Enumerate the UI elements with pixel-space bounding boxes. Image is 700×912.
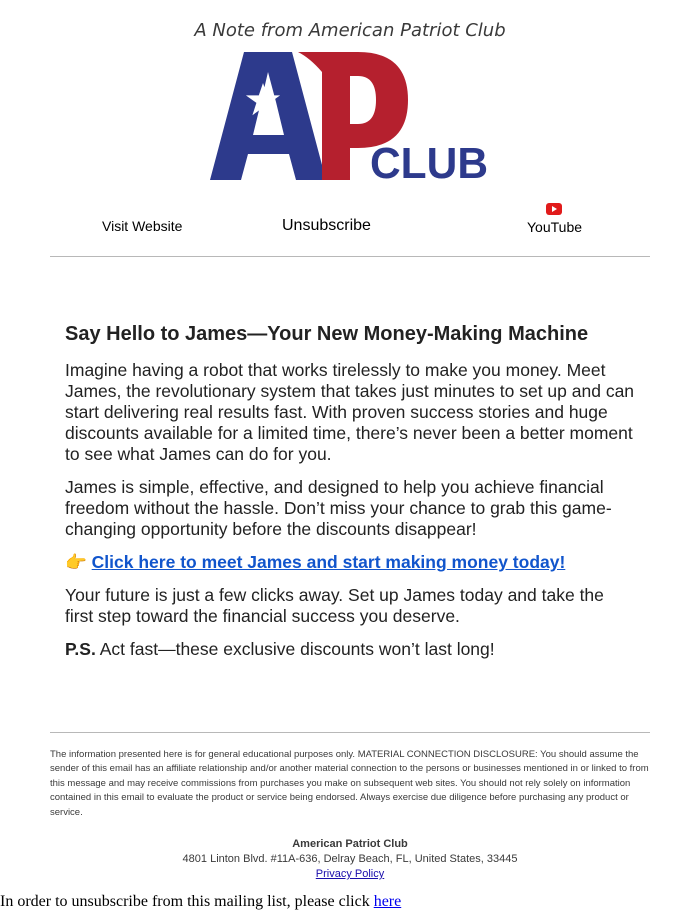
ps-text: Act fast—these exclusive discounts won’t last long! bbox=[95, 639, 495, 659]
article-paragraph-1: Imagine having a robot that works tirelessly to make you money. Meet James, the revolutionary system that takes just minutes to set up and can start delivering real results fast. With proven success stories and huge discounts available for a limited time, there’s never been a better moment to see what James can do for you. bbox=[65, 360, 635, 464]
unsubscribe-link[interactable]: Unsubscribe bbox=[282, 217, 371, 234]
ps-label: P.S. bbox=[65, 639, 96, 659]
article-paragraph-3: Your future is just a few clicks away. Set up James today and take the first step toward the financial success you deserve. bbox=[65, 585, 604, 626]
organization-name: American Patriot Club bbox=[292, 838, 408, 850]
youtube-icon bbox=[546, 203, 562, 215]
article-paragraph-2: James is simple, effective, and designed to help you achieve financial freedom without the hassle. Don’t miss your chance to grab this game-changing opportunity before the discounts disappear! bbox=[65, 477, 612, 539]
pointing-hand-icon: 👉 bbox=[65, 552, 87, 572]
email-tagline: A Note from American Patriot Club bbox=[194, 20, 506, 41]
visit-website-link[interactable]: Visit Website bbox=[102, 218, 183, 234]
postscript bbox=[65, 639, 635, 660]
unsubscribe-notice bbox=[0, 893, 401, 911]
article bbox=[65, 322, 635, 672]
logo-club-text: CLUB bbox=[370, 139, 488, 182]
header-divider bbox=[50, 256, 650, 257]
header-nav bbox=[50, 200, 650, 240]
privacy-policy-link[interactable]: Privacy Policy bbox=[315, 868, 385, 880]
disclaimer-text: The information presented here is for general educational purposes only. MATERIAL CONNECTION DISCLOSURE: You should assume the sender of this email has an affiliate relationship and/or another material connection to the persons or businesses mentioned in or linked to from this message and may receive commissions from purchases you make on subsequent web sites. You should not rely solely on information contained in this email to evaluate the product or service being endorsed. Always exercise due diligence before purchasing any product or service. bbox=[50, 749, 649, 818]
footer-divider bbox=[50, 732, 650, 733]
unsubscribe-notice-text: In order to unsubscribe from this mailing list, please click bbox=[0, 893, 374, 910]
organization-info bbox=[50, 837, 650, 882]
cta-line bbox=[65, 552, 635, 573]
ap-club-logo[interactable] bbox=[210, 50, 490, 182]
organization-address: 4801 Linton Blvd. #11A-636, Delray Beach, FL, United States, 33445 bbox=[182, 853, 518, 865]
youtube-link[interactable] bbox=[522, 200, 586, 240]
article-headline: Say Hello to James—Your New Money-Making Machine bbox=[65, 323, 589, 345]
cta-link[interactable]: Click here to meet James and start making money today! bbox=[91, 552, 566, 572]
youtube-label: YouTube bbox=[527, 219, 583, 235]
unsubscribe-here-link[interactable]: here bbox=[373, 893, 402, 910]
